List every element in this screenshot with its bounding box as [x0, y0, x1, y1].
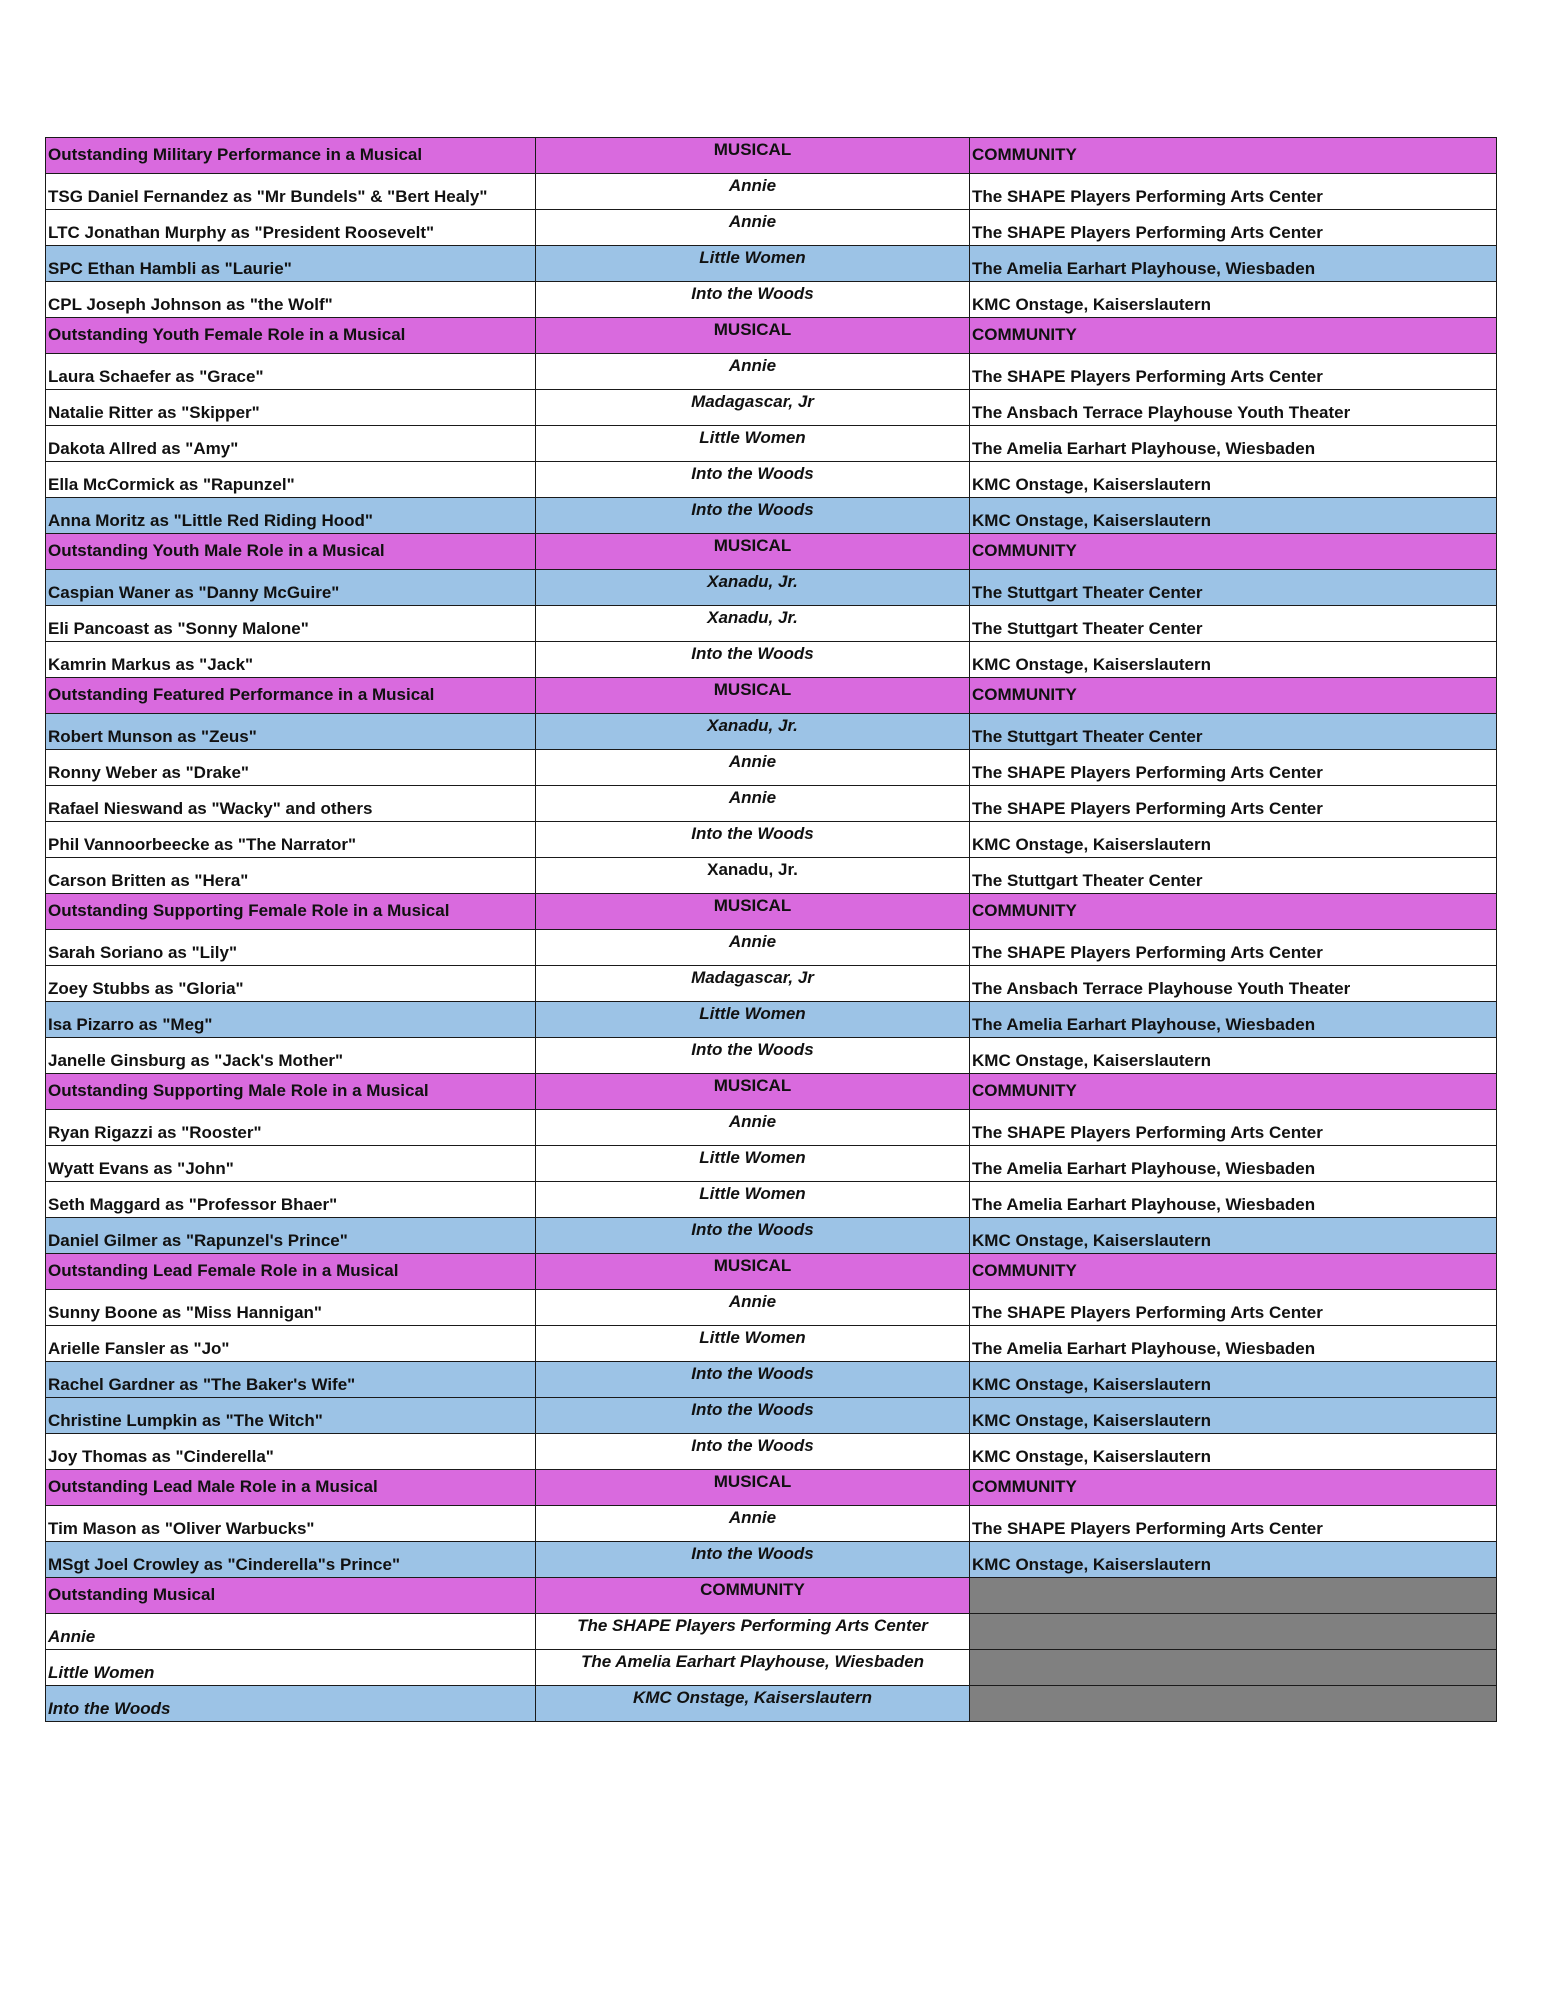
venue-cell — [970, 1686, 1497, 1722]
nominee-cell: Rachel Gardner as "The Baker's Wife" — [46, 1362, 536, 1398]
nominee-cell: Anna Moritz as "Little Red Riding Hood" — [46, 498, 536, 534]
nominee-row — [46, 1110, 1497, 1146]
show-cell: MUSICAL — [536, 534, 970, 570]
nominee-cell: Laura Schaefer as "Grace" — [46, 354, 536, 390]
venue-cell: The Stuttgart Theater Center — [970, 606, 1497, 642]
nominee-row — [46, 246, 1497, 282]
nominee-cell: TSG Daniel Fernandez as "Mr Bundels" & "Bert Healy" — [46, 174, 536, 210]
show-cell: Little Women — [536, 1182, 970, 1218]
nominee-cell: Outstanding Supporting Female Role in a Musical — [46, 894, 536, 930]
nominee-cell: Rafael Nieswand as "Wacky" and others — [46, 786, 536, 822]
nominee-cell: Wyatt Evans as "John" — [46, 1146, 536, 1182]
show-cell: Into the Woods — [536, 1362, 970, 1398]
show-cell: KMC Onstage, Kaiserslautern — [536, 1686, 970, 1722]
show-cell: Into the Woods — [536, 1038, 970, 1074]
nominee-row — [46, 642, 1497, 678]
venue-cell: KMC Onstage, Kaiserslautern — [970, 462, 1497, 498]
venue-cell: The Amelia Earhart Playhouse, Wiesbaden — [970, 1182, 1497, 1218]
nominee-cell: Isa Pizarro as "Meg" — [46, 1002, 536, 1038]
nominee-cell: LTC Jonathan Murphy as "President Roosevelt" — [46, 210, 536, 246]
venue-cell: COMMUNITY — [970, 1470, 1497, 1506]
nominee-row — [46, 1650, 1497, 1686]
show-cell: Annie — [536, 750, 970, 786]
nominee-cell: Outstanding Lead Male Role in a Musical — [46, 1470, 536, 1506]
nominee-cell: Ella McCormick as "Rapunzel" — [46, 462, 536, 498]
show-cell: Little Women — [536, 246, 970, 282]
show-cell: Annie — [536, 174, 970, 210]
show-cell: COMMUNITY — [536, 1578, 970, 1614]
nominee-cell: Outstanding Youth Male Role in a Musical — [46, 534, 536, 570]
nominee-row — [46, 1218, 1497, 1254]
venue-cell: COMMUNITY — [970, 138, 1497, 174]
nominee-row — [46, 822, 1497, 858]
venue-cell: KMC Onstage, Kaiserslautern — [970, 282, 1497, 318]
venue-cell: KMC Onstage, Kaiserslautern — [970, 498, 1497, 534]
category-header-row — [46, 1578, 1497, 1614]
venue-cell: COMMUNITY — [970, 894, 1497, 930]
nominee-row — [46, 1038, 1497, 1074]
nominee-cell: Sarah Soriano as "Lily" — [46, 930, 536, 966]
show-cell: MUSICAL — [536, 678, 970, 714]
nominee-cell: Outstanding Military Performance in a Musical — [46, 138, 536, 174]
venue-cell: COMMUNITY — [970, 1254, 1497, 1290]
venue-cell: The SHAPE Players Performing Arts Center — [970, 354, 1497, 390]
nominee-cell: Dakota Allred as "Amy" — [46, 426, 536, 462]
show-cell: Into the Woods — [536, 822, 970, 858]
nominations-table — [45, 137, 1497, 1722]
nominee-cell: SPC Ethan Hambli as "Laurie" — [46, 246, 536, 282]
nominee-row — [46, 1290, 1497, 1326]
venue-cell: KMC Onstage, Kaiserslautern — [970, 642, 1497, 678]
show-cell: Annie — [536, 1290, 970, 1326]
category-header-row — [46, 1254, 1497, 1290]
nominee-row — [46, 1686, 1497, 1722]
venue-cell: The Ansbach Terrace Playhouse Youth Theater — [970, 390, 1497, 426]
category-header-row — [46, 1074, 1497, 1110]
nominee-row — [46, 858, 1497, 894]
show-cell: Xanadu, Jr. — [536, 714, 970, 750]
show-cell: Into the Woods — [536, 498, 970, 534]
show-cell: Into the Woods — [536, 1542, 970, 1578]
nominee-cell: Into the Woods — [46, 1686, 536, 1722]
show-cell: MUSICAL — [536, 138, 970, 174]
nominee-row — [46, 1362, 1497, 1398]
show-cell: Xanadu, Jr. — [536, 606, 970, 642]
venue-cell: The SHAPE Players Performing Arts Center — [970, 930, 1497, 966]
nominee-cell: Tim Mason as "Oliver Warbucks" — [46, 1506, 536, 1542]
nominee-cell: Outstanding Musical — [46, 1578, 536, 1614]
venue-cell — [970, 1650, 1497, 1686]
show-cell: MUSICAL — [536, 1074, 970, 1110]
nominations-table-body — [46, 138, 1497, 1722]
show-cell: Into the Woods — [536, 1218, 970, 1254]
nominee-row — [46, 426, 1497, 462]
nominee-cell: Outstanding Supporting Male Role in a Musical — [46, 1074, 536, 1110]
nominee-cell: Carson Britten as "Hera" — [46, 858, 536, 894]
venue-cell: KMC Onstage, Kaiserslautern — [970, 1038, 1497, 1074]
nominee-cell: Outstanding Featured Performance in a Musical — [46, 678, 536, 714]
show-cell: Annie — [536, 1110, 970, 1146]
show-cell: Little Women — [536, 1146, 970, 1182]
venue-cell: KMC Onstage, Kaiserslautern — [970, 1542, 1497, 1578]
venue-cell: KMC Onstage, Kaiserslautern — [970, 1362, 1497, 1398]
venue-cell: The Amelia Earhart Playhouse, Wiesbaden — [970, 1146, 1497, 1182]
awards-sheet — [45, 137, 1496, 1722]
nominee-row — [46, 750, 1497, 786]
venue-cell — [970, 1578, 1497, 1614]
category-header-row — [46, 138, 1497, 174]
nominee-row — [46, 282, 1497, 318]
nominee-row — [46, 786, 1497, 822]
venue-cell: The Stuttgart Theater Center — [970, 858, 1497, 894]
nominee-row — [46, 714, 1497, 750]
show-cell: Little Women — [536, 1326, 970, 1362]
nominee-cell: Ronny Weber as "Drake" — [46, 750, 536, 786]
nominee-cell: Seth Maggard as "Professor Bhaer" — [46, 1182, 536, 1218]
venue-cell: COMMUNITY — [970, 678, 1497, 714]
nominee-row — [46, 1146, 1497, 1182]
venue-cell: The Amelia Earhart Playhouse, Wiesbaden — [970, 1002, 1497, 1038]
nominee-row — [46, 966, 1497, 1002]
venue-cell: KMC Onstage, Kaiserslautern — [970, 822, 1497, 858]
show-cell: MUSICAL — [536, 1470, 970, 1506]
nominee-cell: MSgt Joel Crowley as "Cinderella"s Prince" — [46, 1542, 536, 1578]
venue-cell: The Amelia Earhart Playhouse, Wiesbaden — [970, 426, 1497, 462]
show-cell: Into the Woods — [536, 462, 970, 498]
nominee-row — [46, 1398, 1497, 1434]
category-header-row — [46, 318, 1497, 354]
nominee-cell: Arielle Fansler as "Jo" — [46, 1326, 536, 1362]
nominee-cell: CPL Joseph Johnson as "the Wolf" — [46, 282, 536, 318]
nominee-cell: Phil Vannoorbeecke as "The Narrator" — [46, 822, 536, 858]
show-cell: The SHAPE Players Performing Arts Center — [536, 1614, 970, 1650]
category-header-row — [46, 534, 1497, 570]
show-cell: Annie — [536, 786, 970, 822]
nominee-cell: Daniel Gilmer as "Rapunzel's Prince" — [46, 1218, 536, 1254]
venue-cell: The SHAPE Players Performing Arts Center — [970, 174, 1497, 210]
nominee-row — [46, 390, 1497, 426]
show-cell: Little Women — [536, 426, 970, 462]
nominee-row — [46, 1326, 1497, 1362]
venue-cell: The Stuttgart Theater Center — [970, 570, 1497, 606]
venue-cell: The Amelia Earhart Playhouse, Wiesbaden — [970, 1326, 1497, 1362]
nominee-row — [46, 930, 1497, 966]
nominee-cell: Caspian Waner as "Danny McGuire" — [46, 570, 536, 606]
show-cell: Annie — [536, 210, 970, 246]
show-cell: Into the Woods — [536, 282, 970, 318]
nominee-cell: Robert Munson as "Zeus" — [46, 714, 536, 750]
nominee-row — [46, 354, 1497, 390]
nominee-cell: Little Women — [46, 1650, 536, 1686]
category-header-row — [46, 678, 1497, 714]
show-cell: MUSICAL — [536, 894, 970, 930]
nominee-row — [46, 1434, 1497, 1470]
nominee-cell: Natalie Ritter as "Skipper" — [46, 390, 536, 426]
show-cell: Into the Woods — [536, 1398, 970, 1434]
nominee-cell: Janelle Ginsburg as "Jack's Mother" — [46, 1038, 536, 1074]
venue-cell: COMMUNITY — [970, 534, 1497, 570]
category-header-row — [46, 1470, 1497, 1506]
nominee-row — [46, 1614, 1497, 1650]
nominee-cell: Christine Lumpkin as "The Witch" — [46, 1398, 536, 1434]
venue-cell: The SHAPE Players Performing Arts Center — [970, 1290, 1497, 1326]
venue-cell: The SHAPE Players Performing Arts Center — [970, 750, 1497, 786]
show-cell: MUSICAL — [536, 318, 970, 354]
show-cell: Annie — [536, 1506, 970, 1542]
nominee-row — [46, 1506, 1497, 1542]
venue-cell: The Amelia Earhart Playhouse, Wiesbaden — [970, 246, 1497, 282]
venue-cell: KMC Onstage, Kaiserslautern — [970, 1218, 1497, 1254]
show-cell: Xanadu, Jr. — [536, 570, 970, 606]
nominee-row — [46, 1002, 1497, 1038]
show-cell: Little Women — [536, 1002, 970, 1038]
category-header-row — [46, 894, 1497, 930]
show-cell: Into the Woods — [536, 642, 970, 678]
show-cell: Annie — [536, 930, 970, 966]
show-cell: Madagascar, Jr — [536, 390, 970, 426]
nominee-cell: Sunny Boone as "Miss Hannigan" — [46, 1290, 536, 1326]
venue-cell: The SHAPE Players Performing Arts Center — [970, 1506, 1497, 1542]
nominee-cell: Kamrin Markus as "Jack" — [46, 642, 536, 678]
nominee-cell: Annie — [46, 1614, 536, 1650]
show-cell: Into the Woods — [536, 1434, 970, 1470]
nominee-row — [46, 174, 1497, 210]
nominee-cell: Zoey Stubbs as "Gloria" — [46, 966, 536, 1002]
nominee-cell: Outstanding Youth Female Role in a Musical — [46, 318, 536, 354]
nominee-row — [46, 210, 1497, 246]
show-cell: MUSICAL — [536, 1254, 970, 1290]
venue-cell: The Stuttgart Theater Center — [970, 714, 1497, 750]
venue-cell: COMMUNITY — [970, 1074, 1497, 1110]
nominee-cell: Eli Pancoast as "Sonny Malone" — [46, 606, 536, 642]
venue-cell: The SHAPE Players Performing Arts Center — [970, 1110, 1497, 1146]
venue-cell: COMMUNITY — [970, 318, 1497, 354]
nominee-cell: Joy Thomas as "Cinderella" — [46, 1434, 536, 1470]
nominee-row — [46, 570, 1497, 606]
nominee-cell: Ryan Rigazzi as "Rooster" — [46, 1110, 536, 1146]
venue-cell: The SHAPE Players Performing Arts Center — [970, 210, 1497, 246]
nominee-row — [46, 1542, 1497, 1578]
nominee-row — [46, 606, 1497, 642]
venue-cell — [970, 1614, 1497, 1650]
show-cell: Annie — [536, 354, 970, 390]
nominee-cell: Outstanding Lead Female Role in a Musical — [46, 1254, 536, 1290]
venue-cell: The Ansbach Terrace Playhouse Youth Theater — [970, 966, 1497, 1002]
nominee-row — [46, 1182, 1497, 1218]
show-cell: Xanadu, Jr. — [536, 858, 970, 894]
venue-cell: KMC Onstage, Kaiserslautern — [970, 1398, 1497, 1434]
venue-cell: KMC Onstage, Kaiserslautern — [970, 1434, 1497, 1470]
show-cell: The Amelia Earhart Playhouse, Wiesbaden — [536, 1650, 970, 1686]
nominee-row — [46, 462, 1497, 498]
venue-cell: The SHAPE Players Performing Arts Center — [970, 786, 1497, 822]
nominee-row — [46, 498, 1497, 534]
show-cell: Madagascar, Jr — [536, 966, 970, 1002]
